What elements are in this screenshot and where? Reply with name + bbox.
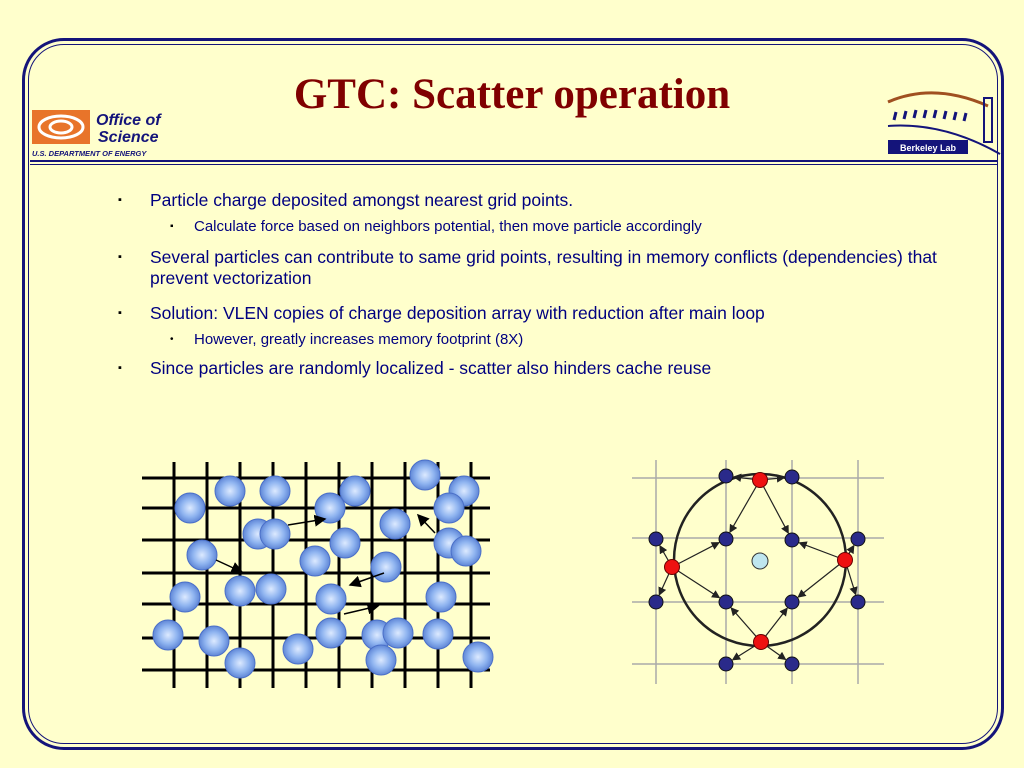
particle [316,584,346,614]
particle [366,645,396,675]
particle [187,540,217,570]
particle [260,519,290,549]
sub-bullet-text: However, greatly increases memory footprint (8X) [194,331,524,348]
bullet-text: Solution: VLEN copies of charge deposition array with reduction after main loop [150,303,765,323]
deposition-arrow [730,480,760,532]
bullet-text: Several particles can contribute to same grid points, resulting in memory conflicts (dependencies) that prevent vectorization [150,247,937,288]
particle [463,642,493,672]
particle [315,493,345,523]
grid-node [785,470,799,484]
bullet-marker: ▪ [118,362,122,374]
particle [225,648,255,678]
sub-bullet-text: Calculate force based on neighbors potential, then move particle accordingly [194,218,702,235]
deposition-arrow [798,560,845,597]
doe-logo-sub: U.S. DEPARTMENT OF ENERGY [32,149,147,158]
bullet-marker: ▪ [118,251,122,263]
particle [256,574,286,604]
grid-node [785,533,799,547]
charge-point [838,553,853,568]
particle [423,619,453,649]
logo-columns [894,110,966,121]
particle [434,493,464,523]
particle [410,460,440,490]
lbl-logo-text: Berkeley Lab [899,143,957,153]
particle [175,493,205,523]
particle [153,620,183,650]
particle [340,476,370,506]
grid-node [785,657,799,671]
office-of-science-logo [30,104,210,162]
grid-node [719,595,733,609]
doe-logo-line1: Office of [96,112,161,129]
particle [170,582,200,612]
doe-logo-line2: Science [98,129,159,146]
bullet-item [118,190,978,211]
bullet-item [118,303,978,324]
particle-grid-diagram [138,458,502,690]
particle [300,546,330,576]
slide-title: GTC: Scatter operation [293,71,731,118]
charge-point [754,635,769,650]
bullet-list [118,190,978,379]
sub-bullet-item [170,330,978,349]
bullet-item [118,247,978,289]
grid-node [851,595,865,609]
motion-arrow [418,515,435,533]
bullet-marker: ▪ [118,307,122,319]
particle [215,476,245,506]
charge-deposition-diagram [632,460,892,686]
grid-node [649,595,663,609]
bullet-marker: ▪ [118,194,122,206]
bullet-text: Particle charge deposited amongst nearest grid points. [150,190,574,210]
particle [330,528,360,558]
sub-bullet-marker: ▪ [170,221,174,232]
deposition-arrow [672,567,719,598]
motion-arrow [216,560,242,572]
bullet-text: Since particles are randomly localized - scatter also hinders cache reuse [150,358,712,378]
particle [199,626,229,656]
sub-bullet-item [170,217,978,236]
grid-node [649,532,663,546]
grid-node [851,532,865,546]
particle [371,552,401,582]
bullet-item [118,358,978,379]
berkeley-lab-logo [884,80,1004,160]
grid-node [785,595,799,609]
grid-node [719,469,733,483]
particle [225,576,255,606]
particle [260,476,290,506]
title-divider-thin [30,164,998,165]
particle [383,618,413,648]
grid-node [719,657,733,671]
grid-node [719,532,733,546]
particle [380,509,410,539]
charge-point [753,473,768,488]
particle [316,618,346,648]
sub-bullet-marker: • [170,334,174,345]
charge-point [665,560,680,575]
particle [451,536,481,566]
deposition-arrow [760,480,788,533]
particles [153,460,493,678]
particle-center [752,553,768,569]
logo-dome-arc [888,93,988,106]
particle [426,582,456,612]
particle [283,634,313,664]
